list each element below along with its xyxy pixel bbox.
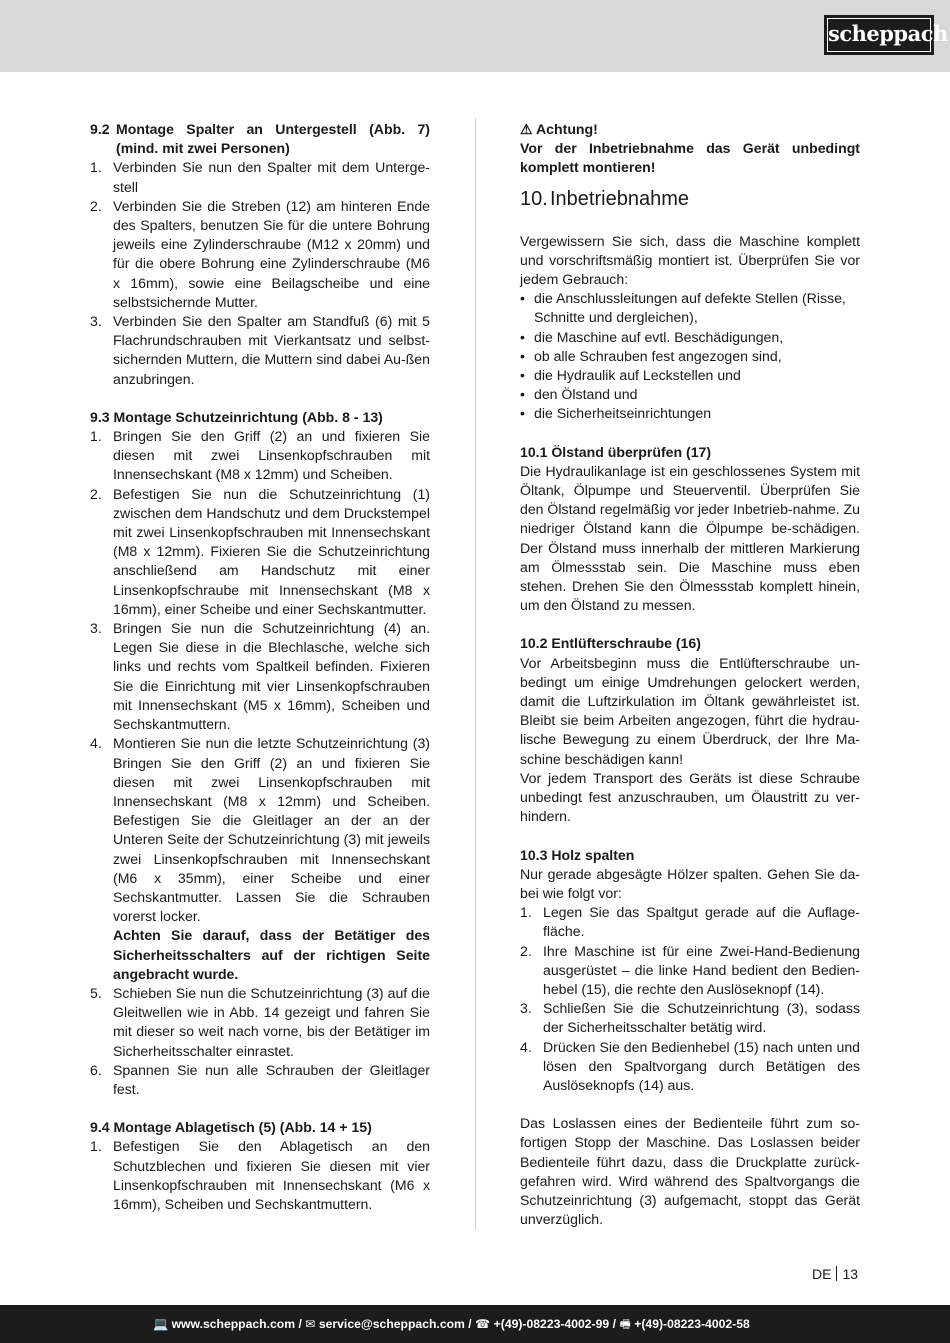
section-10-2-heading: 10.2 Entlüfterschraube (16) xyxy=(520,635,701,652)
section-10-3-list xyxy=(520,903,860,1095)
list-item: • die Hydraulik auf Leckstellen und xyxy=(520,367,741,384)
section-9-3-list xyxy=(90,427,430,1099)
right-column xyxy=(520,120,860,1229)
check-list xyxy=(520,289,860,423)
section-9-2-heading xyxy=(90,120,430,158)
contact-line: 💻 www.scheppach.com / ✉ service@scheppach.com / ☎ +(49)-08223-4002-99 / 🖷 +(49)-08223-4002-58 xyxy=(153,1317,750,1331)
page-index: 13 xyxy=(842,1266,859,1282)
language-code: DE xyxy=(812,1266,832,1282)
list-item: • ob alle Schrauben fest angezogen sind, xyxy=(520,347,782,364)
item-text: Montieren Sie nun die letzte Schutzeinrichtung (3) Bringen Sie den Griff (2) an und fixieren Sie diesen mit zwei Linsenkopfschrauben mit Innensechskant (M8 x 12mm) und Scheiben. Befestigen Sie die Gleitlager an der an der Unteren Seite der Schutzeinrichtung (3) mit jeweils zwei Linsenkopfschrauben mit Innensechskant (M6 x 35mm), einer Scheibe und einer Sechskantmutter. Lassen Sie die Schrauben vorerst locker. xyxy=(113,735,430,925)
logo-text: scheppach xyxy=(827,18,931,52)
section-10-1-heading: 10.1 Ölstand überprüfen (17) xyxy=(520,443,712,460)
fax-number: +(49)-08223-4002-58 xyxy=(634,1317,750,1331)
page-separator xyxy=(836,1266,837,1281)
list-item: 4. Montieren Sie nun die letzte Schutzeinrichtung (3) Bringen Sie den Griff (2) an und fixieren Sie diesen mit zwei Linsenkopfschrauben mit Innensechskant (M8 x 12mm) und Scheiben. Befestigen Sie die Gleitlager an der an der Unteren Seite der Schutzeinrichtung (3) mit jeweils zwei Linsenkopfschrauben mit Innensechskant (M6 x 35mm), einer Scheibe und einer Sechskantmutter. Lassen Sie die Schrauben vorerst locker. Achten Sie darauf, dass der Betätiger des Sicherheitsschalters auf der richtigen Seite angebracht wurde. xyxy=(90,735,430,982)
list-item: 3. Verbinden Sie den Spalter am Standfuß (6) mit 5 Flachrundschrauben mit Vierkantsatz und selbst-sichernden Muttern, die Muttern sind dabei Au-ßen anzubringen. xyxy=(90,313,430,387)
list-item: • die Maschine auf evtl. Beschädigungen, xyxy=(520,328,784,345)
section-9-4-list xyxy=(90,1137,430,1214)
list-item: 3. Bringen Sie nun die Schutzeinrichtung (4) an. Legen Sie diese in die Blechlasche, welche sich links und rechts vom Spaltkeil befinden. Fixieren Sie die Einrichtung mit vier Linsenkopfschrauben mit Innensechskant (M5 x 16mm), Scheiben und Sechskantmuttern. xyxy=(90,620,430,733)
warning-icon: ⚠ xyxy=(520,121,533,137)
chapter-number: 10. xyxy=(520,187,548,210)
section-9-3-heading: 9.3 Montage Schutzeinrichtung (Abb. 8 - 13) xyxy=(90,408,383,425)
section-9-4-heading: 9.4 Montage Ablagetisch (5) (Abb. 14 + 15) xyxy=(90,1119,372,1136)
mail-icon: ✉ xyxy=(305,1317,316,1331)
website-link[interactable]: www.scheppach.com xyxy=(171,1317,296,1331)
column-divider xyxy=(475,118,476,1230)
left-column xyxy=(90,120,430,1214)
section-10-2-text: Vor Arbeitsbeginn muss die Entlüfterschraube un-bedingt um einige Umdrehungen gelockert werden, damit die Luftzirkulation im Öltank gewährleistet ist. Bleibt sie beim Arbeiten angezogen, führt die hydrau-lische Bewegung zu einem Überdruck, der Ihre Ma-schine beschädigen kann! xyxy=(520,654,860,767)
warning-heading xyxy=(520,120,860,139)
list-item: 1. Legen Sie das Spaltgut gerade auf die Auflage-fläche. xyxy=(520,904,860,940)
section-title: Montage Spalter an Untergestell (Abb. 7) (mind. mit zwei Personen) xyxy=(116,121,430,157)
chapter-intro: Vergewissern Sie sich, dass die Maschine komplett und vorschriftsmäßig montiert ist. Überprüfen Sie vor jedem Gebrauch: xyxy=(520,232,860,288)
list-item: 3. Schließen Sie die Schutzeinrichtung (3), sodass der Sicherheitsschalter betätig wird. xyxy=(520,1000,860,1036)
list-item: 2. Verbinden Sie die Streben (12) am hinteren Ende des Spalters, benutzen Sie für die untere Bohrung jeweils eine Zylinderschraube (M12 x 20mm) und für die obere Bohrung eine Zylinderschraube (M6 x 16mm), sowie eine Beilagscheibe und eine selbstsichernde Mutter. xyxy=(90,197,430,310)
fax-icon: 🖷 xyxy=(619,1317,631,1331)
warning-text: Vor der Inbetriebnahme das Gerät unbedingt komplett montieren! xyxy=(520,140,860,176)
phone-icon: ☎ xyxy=(475,1317,491,1331)
footer-bar xyxy=(0,1305,950,1343)
section-10-3-outro: Das Loslassen eines der Bedienteile führt zum so-fortigen Stopp der Maschine. Das Loslassen beider Bedienteile führt dazu, dass die Druckplatte zurück-gefahren wird. Wird während des Spaltvorgangs die Schutzeinrichtung (3) aufgemacht, stoppt das Gerät unverzüglich. xyxy=(520,1115,860,1228)
section-10-3-intro: Nur gerade abgesägte Hölzer spalten. Gehen Sie da-bei wie folgt vor: xyxy=(520,865,860,901)
warning-title: Achtung! xyxy=(536,121,598,137)
scheppach-logo xyxy=(824,15,948,55)
safety-note: Achten Sie darauf, dass der Betätiger des Sicherheitsschalters auf der richtigen Seite angebracht wurde. xyxy=(113,927,430,982)
section-9-2-list xyxy=(90,158,430,388)
list-item: 1. Verbinden Sie nun den Spalter mit dem Unterge-stell xyxy=(90,159,430,195)
list-item: • den Ölstand und xyxy=(520,386,638,403)
list-item: 6. Spannen Sie nun alle Schrauben der Gleitlager fest. xyxy=(90,1061,430,1097)
list-item: • die Anschlussleitungen auf defekte Stellen (Risse, Schnitte und dergleichen), xyxy=(520,290,846,326)
header-bar xyxy=(0,0,950,72)
phone-number: +(49)-08223-4002-99 xyxy=(493,1317,610,1331)
email-link[interactable]: service@scheppach.com xyxy=(318,1317,465,1331)
list-item: 4. Drücken Sie den Bedienhebel (15) nach unten und lösen den Spaltvorgang durch Betätigen des Auslöseknopfs (14) aus. xyxy=(520,1038,860,1093)
section-number: 9.2 xyxy=(90,121,110,137)
list-item: • die Sicherheitseinrichtungen xyxy=(520,405,712,422)
section-10-1-text: Die Hydraulikanlage ist ein geschlossenes System mit Öltank, Ölpumpe und Steuerventil. Überprüfen Sie den Ölstand regelmäßig vor jeder Inbetrieb-nahme. Zu niedriger Ölstand kann die Ölpumpe be-schädigen. Der Ölstand muss innerhalb der mittleren Markierung am Ölmessstab sein. Die Maschine muss eben stehen. Drehen Sie den Ölmessstab komplett hinein, um den Ölstand zu messen. xyxy=(520,462,860,614)
section-10-3-heading: 10.3 Holz spalten xyxy=(520,846,635,863)
list-item: 2. Befestigen Sie nun die Schutzeinrichtung (1) zwischen dem Handschutz und dem Druckstempel mit zwei Linsenkopfschrauben mit Innensechskant (M8 x 12mm). Fixieren Sie die Schutzeinrichtung anschließend am Handschutz mit einer Linsenkopfschraube mit Innensechskant (M8 x 16mm), einer Scheibe und einer Sechskantmutter. xyxy=(90,485,430,617)
list-item: 1. Befestigen Sie den Ablagetisch an den Schutzblechen und fixieren Sie diesen mit vier Linsenkopfschrauben mit Innensechskant (M6 x 16mm), Scheiben und Sechskantmuttern. xyxy=(90,1138,430,1212)
chapter-10-heading xyxy=(520,186,860,212)
list-item: 1. Bringen Sie den Griff (2) an und fixieren Sie diesen mit zwei Linsenkopfschrauben mit Innensechskant (M8 x 12mm) und Scheiben. xyxy=(90,428,430,483)
section-10-2-text: Vor jedem Transport des Geräts ist diese Schraube unbedingt fest anzuschrauben, um Ölaustritt zu ver-hindern. xyxy=(520,769,860,825)
computer-icon: 💻 xyxy=(153,1317,169,1331)
list-item: 5. Schieben Sie nun die Schutzeinrichtung (3) auf die Gleitwellen wie in Abb. 14 gezeigt und fahren Sie mit dieser so weit nach vorne, bis der Betätiger im Sicherheitsschalter einrastet. xyxy=(90,984,430,1059)
chapter-title: Inbetriebnahme xyxy=(550,187,689,210)
list-item: 2. Ihre Maschine ist für eine Zwei-Hand-Bedienung ausgerüstet – die linke Hand bedient den Bedien-hebel (15), die rechte den Auslöseknopf (14). xyxy=(520,942,860,997)
page-number xyxy=(812,1265,858,1283)
